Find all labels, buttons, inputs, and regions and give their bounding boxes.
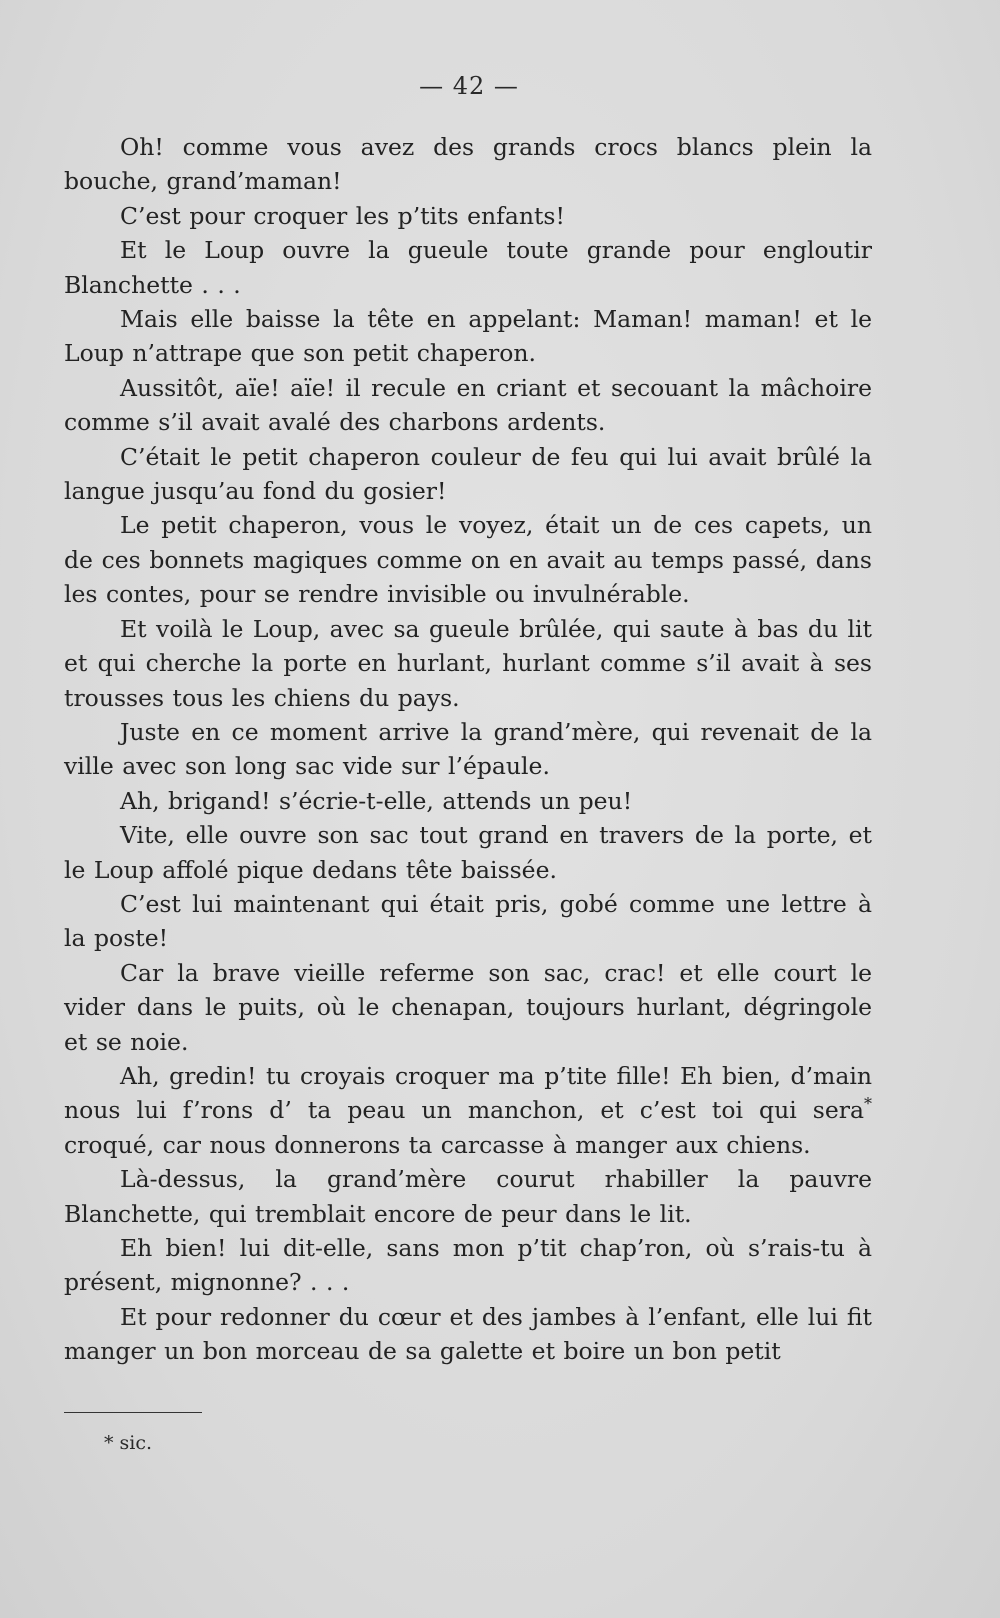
- paragraph: Oh! comme vous avez des grands crocs blancs plein la bouche, grand’maman!: [64, 133, 872, 196]
- footnote: [104, 1432, 152, 1454]
- paragraph: Et pour redonner du cœur et des jambes à l’enfant, elle lui fit manger un bon morceau de sa galette et boire un bon petit: [64, 1302, 872, 1366]
- page-number: — 42 —: [419, 72, 519, 100]
- paragraph: Mais elle baisse la tête en appelant: Maman! maman! et le Loup n’attrape que son petit chaperon.: [64, 305, 872, 368]
- footnote-reference: *: [864, 1094, 872, 1114]
- paragraph: C’est pour croquer les p’tits enfants!: [120, 201, 565, 230]
- paragraph: Et voilà le Loup, avec sa gueule brûlée, qui saute à bas du lit et qui cherche la porte en hurlant, hurlant comme s’il avait à ses trousses tous les chiens du pays.: [64, 614, 872, 712]
- paragraph: Aussitôt, aïe! aïe! il recule en criant et secouant la mâchoire comme s’il avait avalé des charbons ardents.: [64, 373, 872, 437]
- footnote-marker: *: [104, 1432, 114, 1454]
- paragraph-with-footnote: [64, 1059, 872, 1162]
- body-text: [64, 130, 872, 1369]
- paragraph: C’était le petit chaperon couleur de feu qui lui avait brûlé la langue jusqu’au fond du gosier!: [64, 442, 872, 506]
- paragraph: Eh bien! lui dit-elle, sans mon p’tit chap’ron, où s’rais-tu à présent, mignonne? . . .: [64, 1234, 872, 1297]
- paragraph-text: croqué, car nous donnerons ta carcasse à manger aux chiens.: [64, 1130, 811, 1159]
- paragraph: Ah, brigand! s’écrie-t-elle, attends un peu!: [120, 786, 633, 815]
- footnote-divider: [64, 1412, 202, 1413]
- paragraph: Le petit chaperon, vous le voyez, était un de ces capets, un de ces bonnets magiques comme on en avait au temps passé, dans les contes, pour se rendre invisible ou invulnérable.: [64, 511, 872, 609]
- paragraph: Juste en ce moment arrive la grand’mère, qui revenait de la ville avec son long sac vide sur l’épaule.: [64, 717, 872, 781]
- paragraph: Car la brave vieille referme son sac, crac! et elle court le vider dans le puits, où le chenapan, toujours hurlant, dégringole et se noie.: [64, 958, 872, 1056]
- paragraph: C’est lui maintenant qui était pris, gobé comme une lettre à la poste!: [64, 889, 872, 953]
- footnote-text: sic.: [119, 1432, 153, 1454]
- paragraph: Et le Loup ouvre la gueule toute grande pour engloutir Blanchette . . .: [64, 236, 872, 299]
- paragraph: Vite, elle ouvre son sac tout grand en travers de la porte, et le Loup affolé pique dedans tête baissée.: [64, 821, 872, 884]
- paragraph-text: Ah, gredin! tu croyais croquer ma p’tite fille! Eh bien, d’main nous lui f’rons d’ ta peau un manchon, et c’est toi qui sera: [64, 1061, 872, 1125]
- paragraph: Là-dessus, la grand’mère courut rhabiller la pauvre Blanchette, qui tremblait encore de peur dans le lit.: [64, 1165, 872, 1228]
